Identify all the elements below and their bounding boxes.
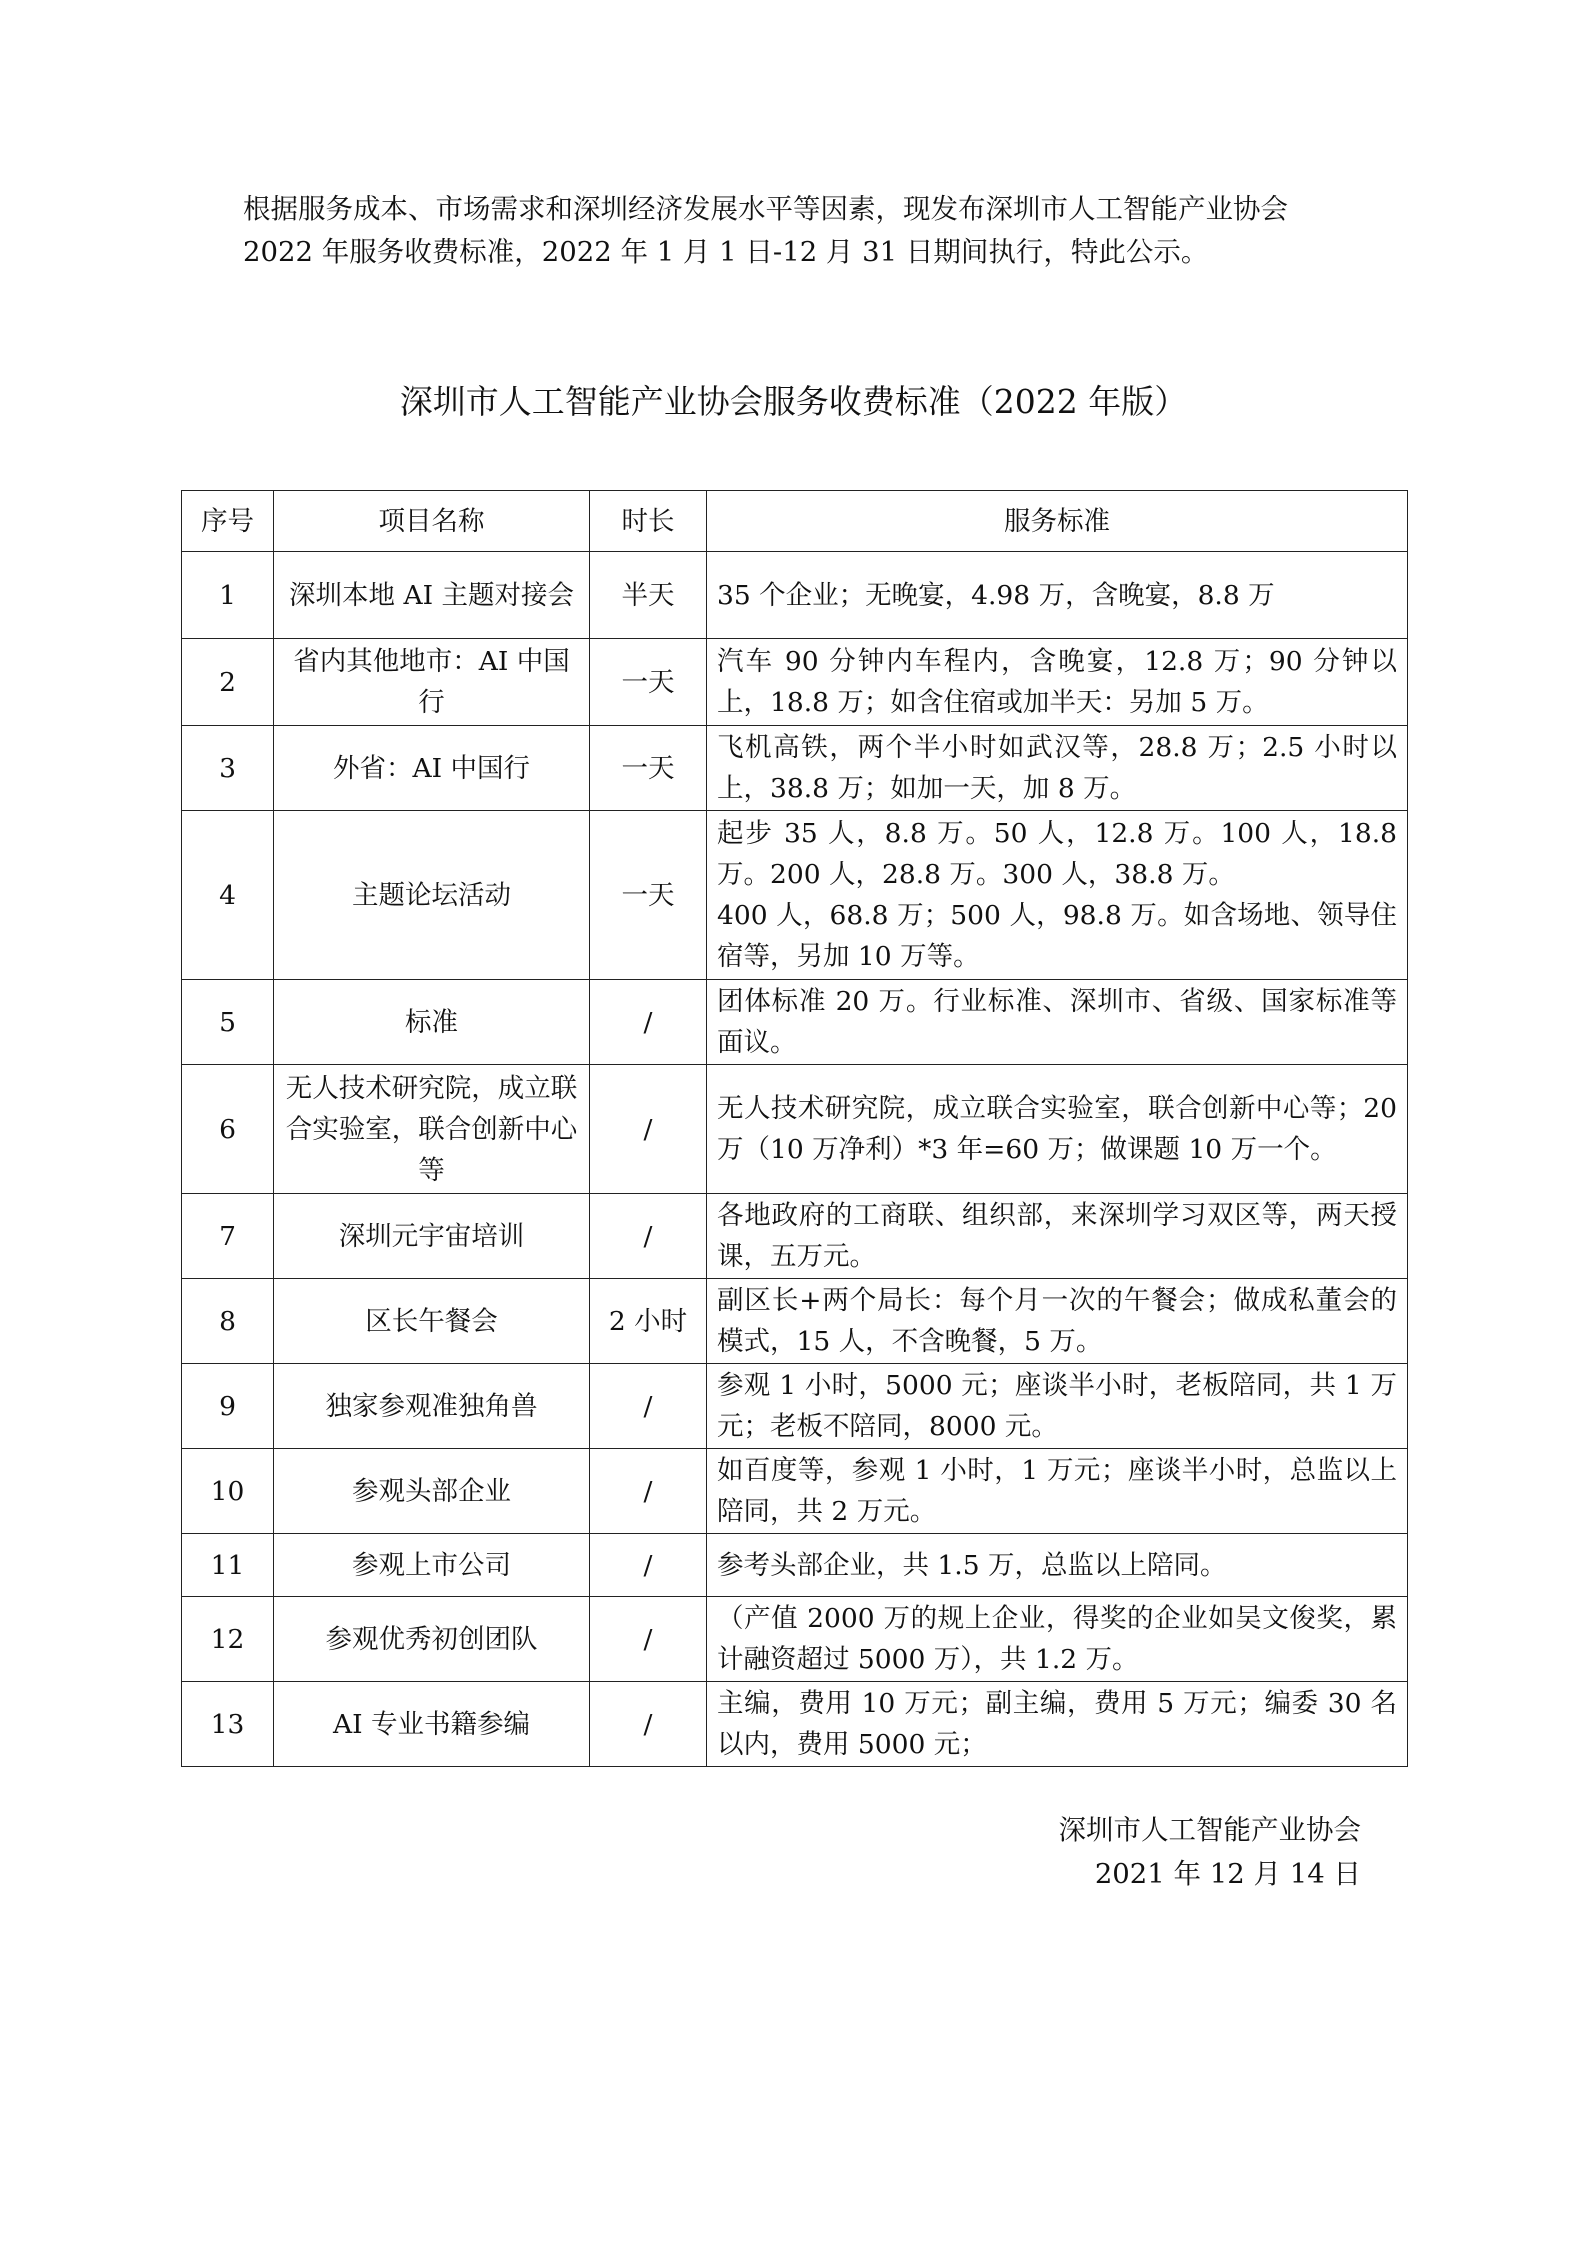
table-row: [182, 1597, 1408, 1682]
row-duration: 2 小时: [590, 1279, 707, 1364]
table-row: [182, 1364, 1408, 1449]
intro-paragraph: [243, 188, 1363, 274]
row-standard: 副区长+两个局长：每个月一次的午餐会；做成私董会的模式，15 人，不含晚餐，5 万。: [707, 1279, 1408, 1364]
row-index: 1: [182, 552, 274, 639]
intro-line-1: 根据服务成本、市场需求和深圳经济发展水平等因素，现发布深圳市人工智能产业协会: [243, 193, 1288, 225]
table-row: [182, 639, 1408, 726]
row-item-name: 独家参观准独角兽: [274, 1364, 590, 1449]
signoff-date: 2021 年 12 月 14 日: [1094, 1858, 1361, 1890]
row-standard: 35 个企业；无晚宴，4.98 万，含晚宴，8.8 万: [707, 552, 1408, 639]
row-standard: 参观 1 小时，5000 元；座谈半小时，老板陪同，共 1 万元；老板不陪同，8000 元。: [707, 1364, 1408, 1449]
row-duration: /: [590, 1364, 707, 1449]
document-title: 深圳市人工智能产业协会服务收费标准（2022 年版）: [399, 382, 1188, 421]
row-duration: 半天: [590, 552, 707, 639]
row-item-name: 深圳元宇宙培训: [274, 1194, 590, 1279]
row-standard: 各地政府的工商联、组织部，来深圳学习双区等，两天授课，五万元。: [707, 1194, 1408, 1279]
header-service-standard: 服务标准: [707, 491, 1408, 552]
row-item-name: 外省：AI 中国行: [274, 726, 590, 811]
row-standard: （产值 2000 万的规上企业，得奖的企业如吴文俊奖，累计融资超过 5000 万），共 1.2 万。: [707, 1597, 1408, 1682]
table-row: [182, 1065, 1408, 1194]
table-row: [182, 1449, 1408, 1534]
row-index: 3: [182, 726, 274, 811]
row-item-name: 省内其他地市：AI 中国行: [274, 639, 590, 726]
table-row: [182, 552, 1408, 639]
row-item-name: 无人技术研究院，成立联合实验室，联合创新中心等: [274, 1065, 590, 1194]
row-standard: 无人技术研究院，成立联合实验室，联合创新中心等；20 万（10 万净利）*3 年=60 万；做课题 10 万一个。: [707, 1065, 1408, 1194]
row-standard: 主编，费用 10 万元；副主编，费用 5 万元；编委 30 名以内，费用 5000 元；: [707, 1682, 1408, 1767]
signoff-organization: 深圳市人工智能产业协会: [1058, 1814, 1361, 1846]
header-duration: 时长: [590, 491, 707, 552]
row-index: 2: [182, 639, 274, 726]
table-row: [182, 980, 1408, 1065]
row-duration: /: [590, 1597, 707, 1682]
row-duration: /: [590, 1194, 707, 1279]
row-index: 12: [182, 1597, 274, 1682]
row-index: 6: [182, 1065, 274, 1194]
row-duration: 一天: [590, 811, 707, 980]
row-duration: /: [590, 1449, 707, 1534]
row-item-name: 参观头部企业: [274, 1449, 590, 1534]
row-item-name: 标准: [274, 980, 590, 1065]
row-index: 5: [182, 980, 274, 1065]
row-index: 10: [182, 1449, 274, 1534]
table-row: [182, 726, 1408, 811]
row-index: 4: [182, 811, 274, 980]
row-standard: 团体标准 20 万。行业标准、深圳市、省级、国家标准等面议。: [707, 980, 1408, 1065]
row-item-name: AI 专业书籍参编: [274, 1682, 590, 1767]
row-standard-part-2: 400 人，68.8 万；500 人，98.8 万。如含场地、领导住宿等，另加 10 万等。: [717, 900, 1397, 972]
row-standard: [707, 811, 1408, 980]
header-index: 序号: [182, 491, 274, 552]
table-row: [182, 1194, 1408, 1279]
row-duration: 一天: [590, 726, 707, 811]
row-item-name: 主题论坛活动: [274, 811, 590, 980]
row-duration: /: [590, 1682, 707, 1767]
row-standard: 参考头部企业，共 1.5 万，总监以上陪同。: [707, 1534, 1408, 1597]
row-standard: 汽车 90 分钟内车程内，含晚宴，12.8 万；90 分钟以上，18.8 万；如含住宿或加半天：另加 5 万。: [707, 639, 1408, 726]
row-index: 11: [182, 1534, 274, 1597]
header-item-name: 项目名称: [274, 491, 590, 552]
row-item-name: 参观优秀初创团队: [274, 1597, 590, 1682]
signoff-block: [1059, 1808, 1362, 1896]
table-row: [182, 1534, 1408, 1597]
row-standard: 飞机高铁，两个半小时如武汉等，28.8 万；2.5 小时以上，38.8 万；如加一天，加 8 万。: [707, 726, 1408, 811]
row-duration: 一天: [590, 639, 707, 726]
table-row: [182, 811, 1408, 980]
row-item-name: 参观上市公司: [274, 1534, 590, 1597]
row-index: 7: [182, 1194, 274, 1279]
table-header-row: [182, 491, 1408, 552]
fee-standard-table: [181, 490, 1408, 1767]
row-index: 9: [182, 1364, 274, 1449]
row-duration: /: [590, 980, 707, 1065]
row-item-name: 深圳本地 AI 主题对接会: [274, 552, 590, 639]
table-row: [182, 1279, 1408, 1364]
row-standard: 如百度等，参观 1 小时，1 万元；座谈半小时，总监以上陪同，共 2 万元。: [707, 1449, 1408, 1534]
row-index: 13: [182, 1682, 274, 1767]
row-item-name: 区长午餐会: [274, 1279, 590, 1364]
table-row: [182, 1682, 1408, 1767]
row-index: 8: [182, 1279, 274, 1364]
row-duration: /: [590, 1065, 707, 1194]
row-duration: /: [590, 1534, 707, 1597]
row-standard-part-1: 起步 35 人，8.8 万。50 人，12.8 万。100 人，18.8 万。200 人，28.8 万。300 人，38.8 万。: [717, 818, 1397, 890]
intro-line-2: 2022 年服务收费标准，2022 年 1 月 1 日-12 月 31 日期间执行，特此公示。: [243, 236, 1209, 268]
